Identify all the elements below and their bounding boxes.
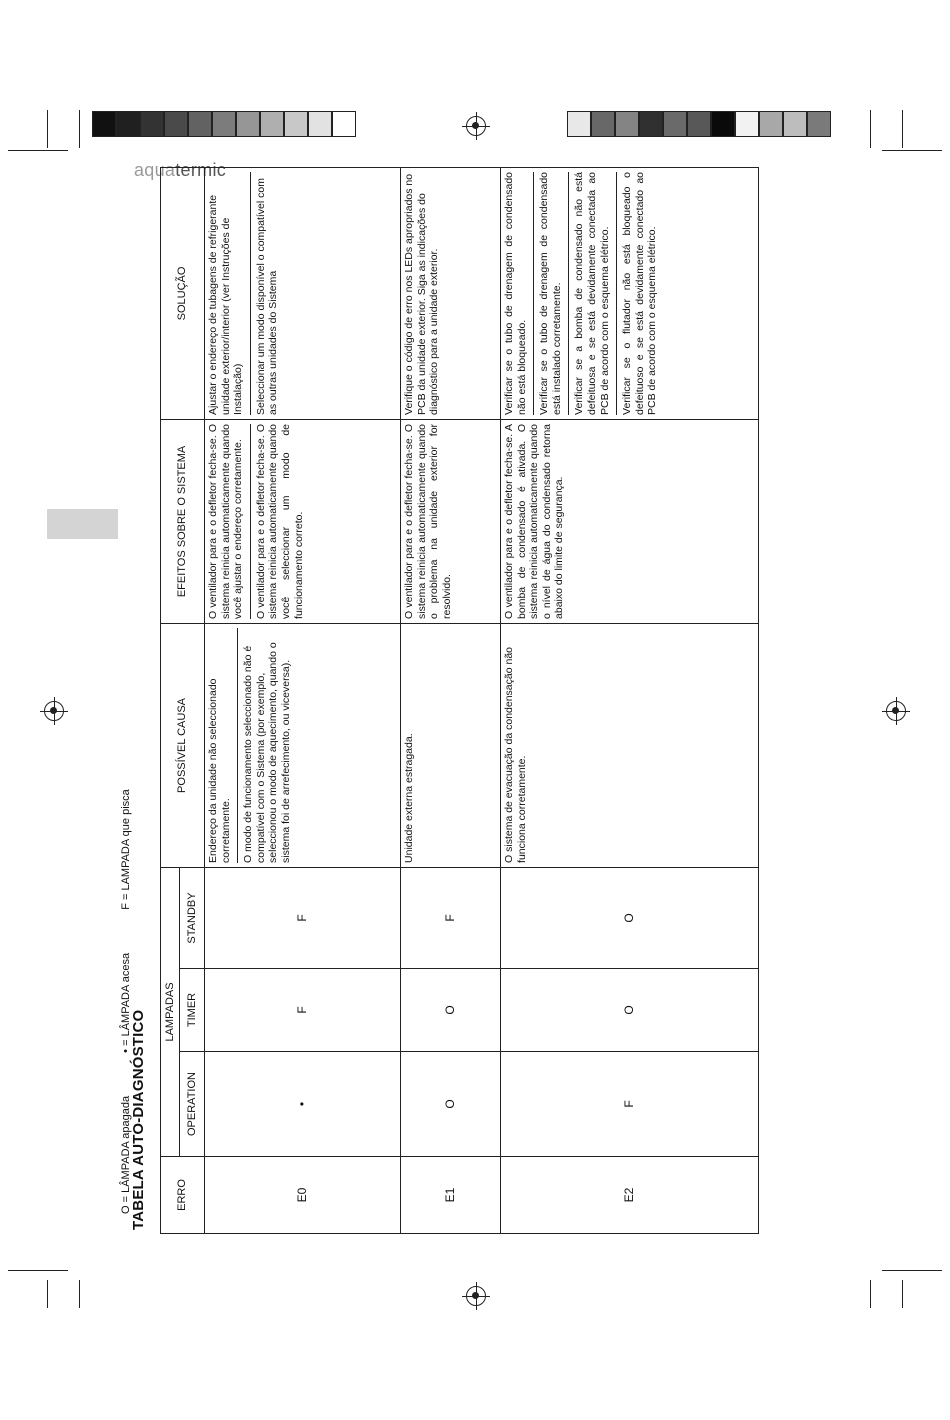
cause-text: O sistema de evacuação da condensação não funciona corretamente.	[503, 646, 528, 863]
color-swatch	[308, 111, 332, 137]
error-code: E1	[401, 1157, 501, 1234]
effect-text: O ventilador para e o defletor fecha-se. O sistema reinicia automaticamente quando você seleccionar um modo de funcionamento correto.	[250, 424, 305, 619]
color-swatch	[188, 111, 212, 137]
header-row	[161, 167, 180, 1233]
solution-text: Verificar se a bomba de condensado não está defeituosa e se está devidamente conectada ao PCB de acordo com o esquema elétrico.	[568, 172, 611, 415]
operation-lamp: •	[205, 1052, 401, 1157]
effect-text: O ventilador para e o defletor fecha-se. O sistema reinicia automaticamente quando você ajustar o endereço corretamente.	[207, 423, 245, 619]
solution-text: Verificar se o flutador não está bloqueado o defeituoso e se está devidamente conectado ao PCB de acordo com o esquema elétrico.	[616, 172, 659, 415]
color-swatch	[164, 111, 188, 137]
table-row-e1	[401, 167, 501, 1233]
crop-mark	[8, 1270, 68, 1271]
effect-text: O ventilador para e o defletor fecha-se. A bomba de condensado é ativada. O sistema reinicia automaticamente quando o nível de água do condensado retorna abaixo do limite de segurança.	[503, 423, 566, 619]
crop-mark	[902, 1280, 903, 1308]
operation-lamp: O	[401, 1052, 501, 1157]
standby-lamp: F	[205, 867, 401, 968]
color-swatch	[212, 111, 236, 137]
solution-text: Ajustar o endereço de tubagens de refrigerante unidade exterior/interior (ver Instruções de Instalação)	[207, 194, 245, 415]
crop-mark	[870, 1280, 871, 1308]
system-effects	[401, 419, 501, 623]
solution-text: Verifique o código de erro nos LEDs apropriados no PCB da unidade exterior. Siga as indicações do diagnóstico para a unidade exterior.	[403, 173, 441, 415]
solution-text: Seleccionar um modo disponível o compatível com as outras unidades do Sistema	[250, 172, 280, 415]
crop-mark	[902, 110, 903, 148]
legend-on: • = LÂMPADA acesa	[120, 952, 132, 1053]
color-swatch	[140, 111, 164, 137]
header-erro: ERRO	[161, 1157, 205, 1234]
solution	[501, 167, 759, 419]
possible-cause	[205, 623, 401, 867]
color-swatch	[615, 111, 639, 137]
header-lampadas: LAMPADAS	[161, 867, 180, 1156]
solution	[205, 167, 401, 419]
color-swatch	[735, 111, 759, 137]
timer-lamp: F	[205, 969, 401, 1052]
table-row-e2	[501, 167, 759, 1233]
color-swatch	[663, 111, 687, 137]
color-swatch	[807, 111, 831, 137]
timer-lamp: O	[401, 969, 501, 1052]
cause-text: Endereço da unidade não seleccionado corretamente.	[207, 678, 232, 863]
crop-mark	[47, 1280, 48, 1308]
color-swatch	[639, 111, 663, 137]
color-swatch	[92, 111, 116, 137]
crop-mark	[79, 110, 80, 148]
possible-cause	[501, 623, 759, 867]
registration-mark-icon	[44, 701, 64, 721]
registration-mark-icon	[466, 1286, 486, 1306]
crop-mark	[47, 110, 48, 148]
possible-cause	[401, 623, 501, 867]
color-swatch	[711, 111, 735, 137]
crop-mark	[8, 150, 68, 151]
registration-mark-icon	[886, 701, 906, 721]
logo-aqua: aqua	[134, 160, 176, 180]
cause-text: Unidade externa estragada.	[403, 733, 415, 863]
header-solucao: SOLUÇÃO	[161, 167, 205, 419]
cause-text: O modo de funcionamento seleccionado não é compatível com o Sistema (por exemplo, seleccionou o modo de aquecimento, quando o sistema foi de arrefecimento, ou viceversa).	[237, 628, 292, 863]
standby-lamp: F	[401, 867, 501, 968]
color-swatch	[783, 111, 807, 137]
header-standby: STANDBY	[180, 867, 205, 968]
rotated-content	[116, 168, 780, 1248]
timer-lamp: O	[501, 969, 759, 1052]
header-causa: POSSÍVEL CAUSA	[161, 623, 205, 867]
crop-mark	[79, 1280, 80, 1308]
color-swatch	[260, 111, 284, 137]
color-swatch	[591, 111, 615, 137]
legend	[112, 712, 142, 1232]
crop-mark	[882, 150, 942, 151]
solution-text: Verificar se o tubo de drenagem de condensado não está bloqueado.	[503, 171, 528, 415]
header-efeitos: EFEITOS SOBRE O SISTEMA	[161, 419, 205, 623]
crop-mark	[870, 110, 871, 148]
logo-termic: termic	[175, 160, 227, 180]
color-swatch	[567, 111, 591, 137]
effect-text: O ventilador para e o defletor fecha-se. O sistema reinicia automaticamente quando o problema na unidade exterior for resolvido.	[403, 423, 453, 619]
registration-mark-icon	[466, 116, 486, 136]
standby-lamp: O	[501, 867, 759, 968]
error-code: E0	[205, 1157, 401, 1234]
color-swatch	[116, 111, 140, 137]
color-swatch	[332, 111, 356, 137]
system-effects	[501, 419, 759, 623]
color-swatch	[284, 111, 308, 137]
header-timer: TIMER	[180, 969, 205, 1052]
color-swatch	[236, 111, 260, 137]
legend-flash: F = LAMPADA que pisca	[120, 789, 132, 910]
legend-text	[120, 749, 132, 1214]
solution-text: Verificar se o tubo de drenagem de condensado está instalado corretamente.	[533, 172, 563, 415]
system-effects	[205, 419, 401, 623]
color-swatch	[759, 111, 783, 137]
error-code: E2	[501, 1157, 759, 1234]
diagnostic-table	[160, 167, 759, 1234]
legend-off: O = LÂMPADA apagada	[120, 1095, 132, 1214]
crop-mark	[882, 1270, 942, 1271]
color-swatch	[687, 111, 711, 137]
operation-lamp: F	[501, 1052, 759, 1157]
table-row-e0	[205, 167, 401, 1233]
solution	[401, 167, 501, 419]
section-tab	[47, 509, 118, 539]
header-operation: OPERATION	[180, 1052, 205, 1157]
page-title: TABELA AUTO-DIAGNÓSTICO	[130, 1009, 147, 1230]
